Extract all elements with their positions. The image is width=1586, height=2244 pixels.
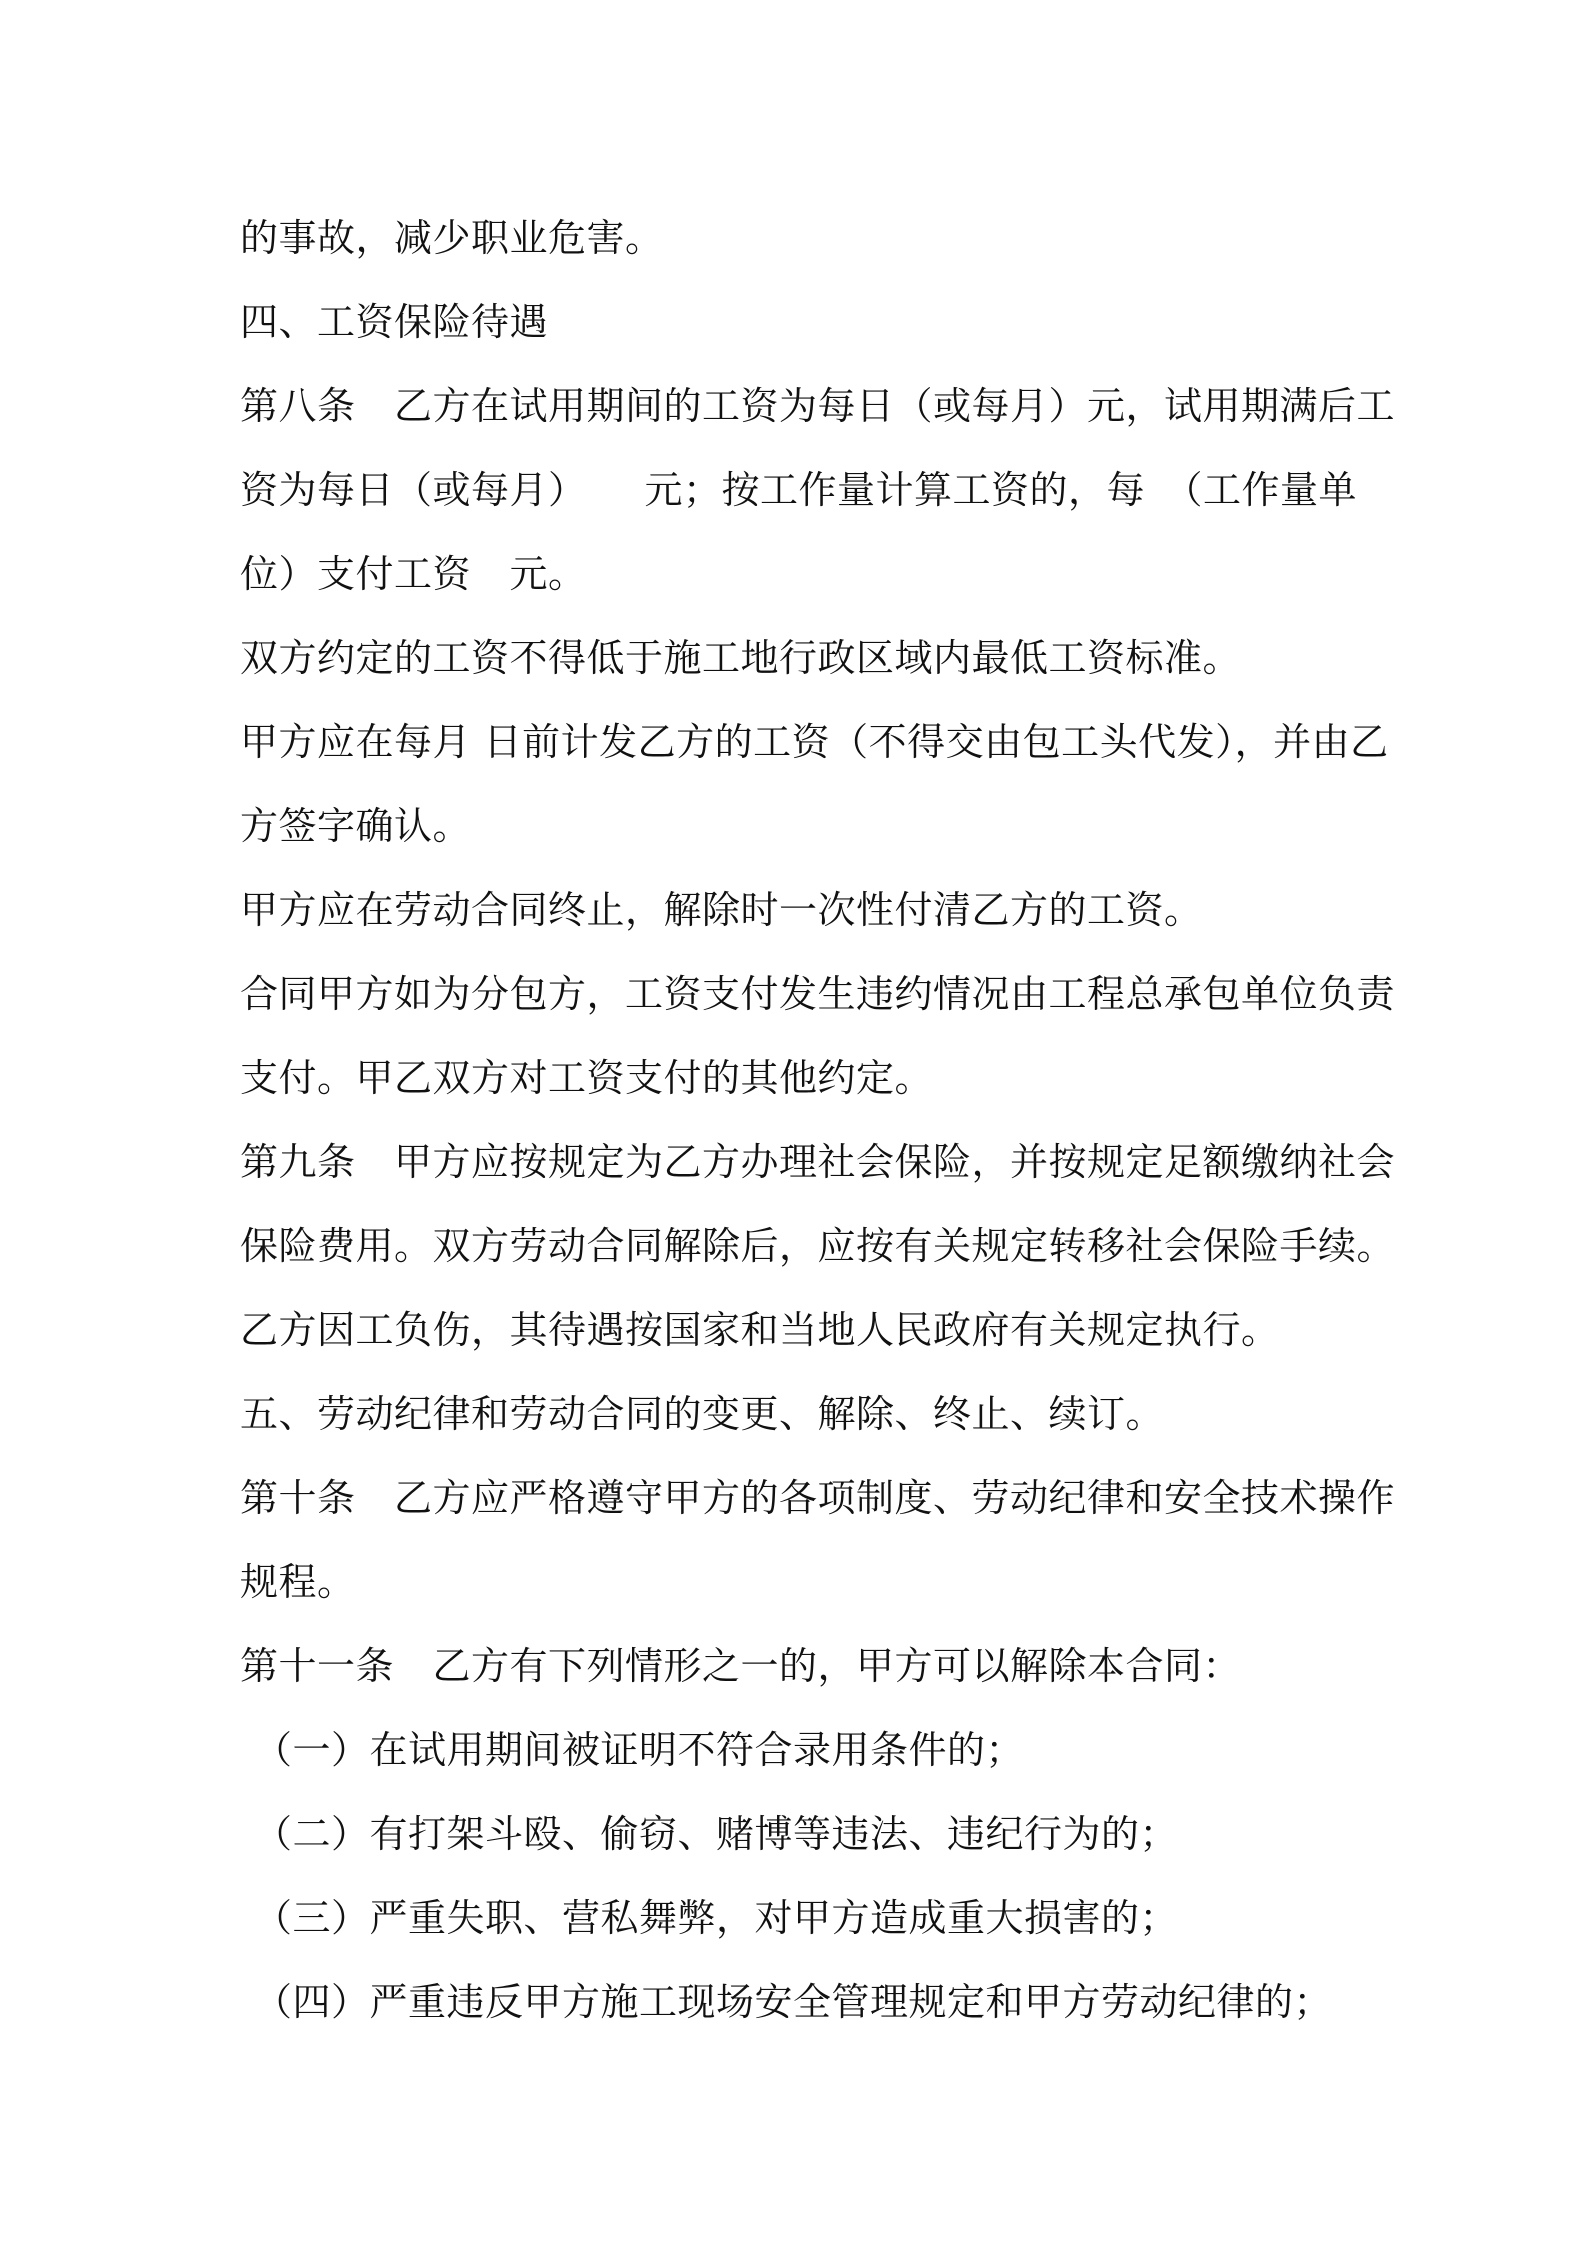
list-item: （四）严重违反甲方施工现场安全管理规定和甲方劳动纪律的； xyxy=(254,1980,1333,2024)
list-item: （一）在试用期间被证明不符合录用条件的； xyxy=(254,1728,1025,1772)
text-line: 合同甲方如为分包方，工资支付发生违约情况由工程总承包单位负责 xyxy=(240,972,1396,1016)
text-line: 资为每日（或每月） 元；按工作量计算工资的，每 （工作量单 xyxy=(240,468,1358,512)
contract-text xyxy=(240,196,1396,2044)
text-line: 第八条 乙方在试用期间的工资为每日（或每月）元，试用期满后工 xyxy=(240,384,1396,428)
text-line: 位）支付工资 元。 xyxy=(240,552,587,596)
text-line: 方签字确认。 xyxy=(240,804,472,848)
text-line: 第十一条 乙方有下列情形之一的，甲方可以解除本合同： xyxy=(240,1644,1242,1688)
text-line: 第九条 甲方应按规定为乙方办理社会保险，并按规定足额缴纳社会 xyxy=(240,1140,1396,1184)
text-line: 甲方应在每月 日前计发乙方的工资（不得交由包工头代发），并由乙 xyxy=(240,720,1389,764)
text-line: 的事故，减少职业危害。 xyxy=(240,216,664,260)
section-heading: 四、工资保险待遇 xyxy=(240,300,549,344)
text-line: 规程。 xyxy=(240,1560,356,1604)
text-line: 甲方应在劳动合同终止，解除时一次性付清乙方的工资。 xyxy=(240,888,1203,932)
text-line: 保险费用。双方劳动合同解除后，应按有关规定转移社会保险手续。 xyxy=(240,1224,1396,1268)
text-line: 乙方因工负伤，其待遇按国家和当地人民政府有关规定执行。 xyxy=(240,1308,1280,1352)
list-item: （三）严重失职、营私舞弊，对甲方造成重大损害的； xyxy=(254,1896,1179,1940)
text-line: 第十条 乙方应严格遵守甲方的各项制度、劳动纪律和安全技术操作 xyxy=(240,1476,1396,1520)
text-line: 支付。甲乙双方对工资支付的其他约定。 xyxy=(240,1056,934,1100)
list-item: （二）有打架斗殴、偷窃、赌博等违法、违纪行为的； xyxy=(254,1812,1179,1856)
section-heading: 五、劳动纪律和劳动合同的变更、解除、终止、续订。 xyxy=(240,1392,1165,1436)
text-line: 双方约定的工资不得低于施工地行政区域内最低工资标准。 xyxy=(240,636,1242,680)
